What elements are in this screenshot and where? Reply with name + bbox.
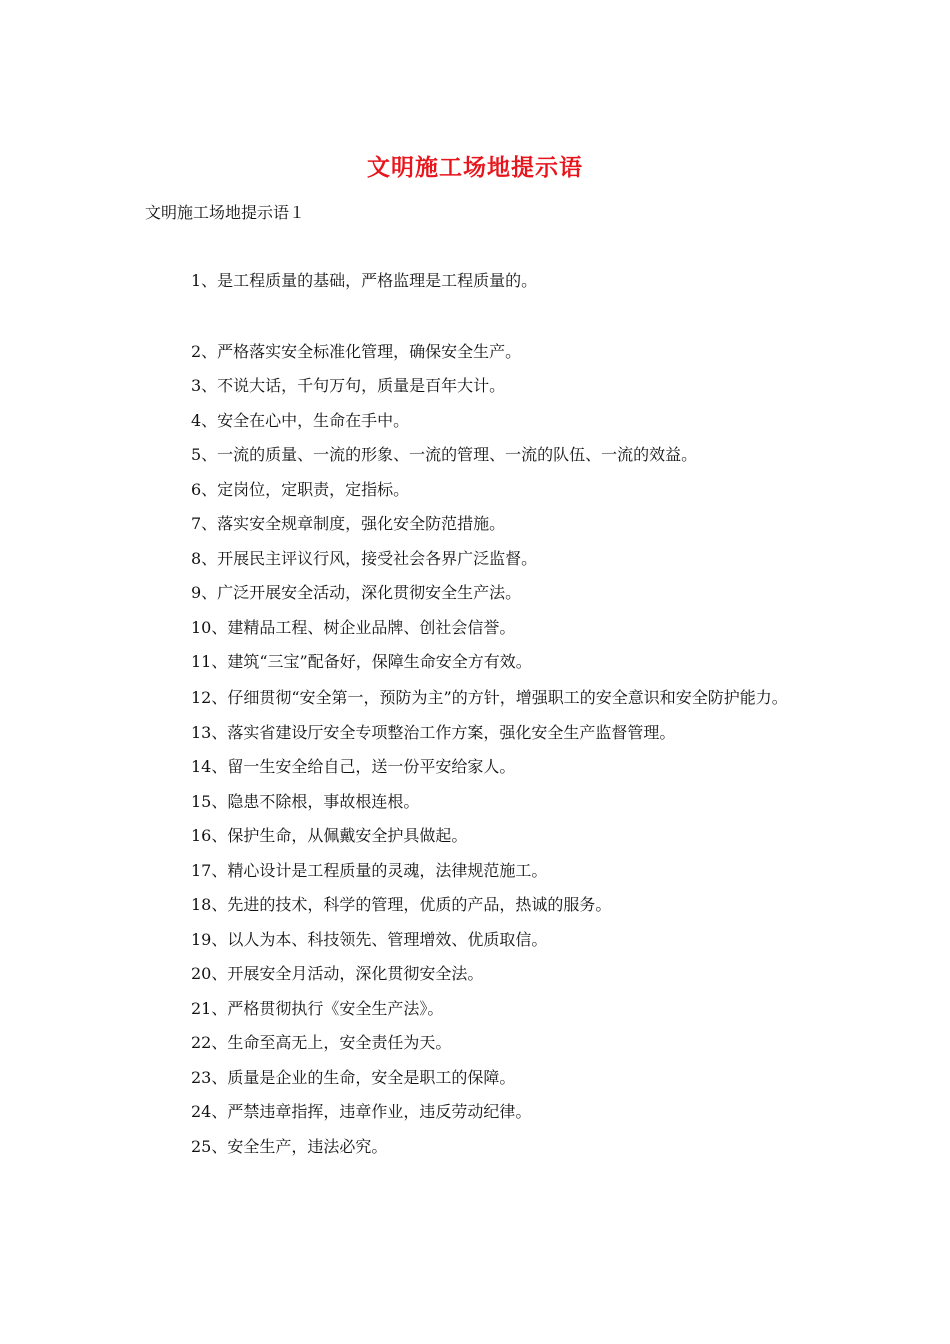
list-item: 1、是工程质量的基础，严格监理是工程质量的。 [191,271,538,290]
list-item: 4、安全在心中，生命在手中。 [191,410,410,430]
document-title: 文明施工场地提示语 [367,154,583,181]
list-item: 8、开展民主评议行风，接受社会各界广泛监督。 [191,548,538,568]
list-item: 24、严禁违章指挥，违章作业，违反劳动纪律。 [191,1102,532,1121]
list-item: 17、精心设计是工程质量的灵魂，法律规范施工。 [191,860,548,880]
list-item: 11、建筑“三宝”配备好，保障生命安全方有效。 [191,652,532,671]
list-item: 19、以人为本、科技领先、管理增效、优质取信。 [191,929,548,949]
list-item: 15、隐患不除根，事故根连根。 [191,791,420,811]
list-item: 21、严格贯彻执行《安全生产法》。 [191,998,444,1018]
list-item: 10、建精品工程、树企业品牌、创社会信誉。 [191,617,516,637]
list-item: 2、严格落实安全标准化管理，确保安全生产。 [191,341,522,361]
list-item: 9、广泛开展安全活动，深化贯彻安全生产法。 [191,583,522,602]
list-item: 5、一流的质量、一流的形象、一流的管理、一流的队伍、一流的效益。 [191,445,698,464]
list-item: 3、不说大话，千句万句，质量是百年大计。 [191,376,506,395]
slogan-list [145,264,810,1164]
list-item: 18、先进的技术，科学的管理，优质的产品，热诚的服务。 [191,895,612,914]
list-item: 13、落实省建设厅安全专项整治工作方案，强化安全生产监督管理。 [191,722,676,742]
list-item: 12、仔细贯彻“安全第一，预防为主”的方针，增强职工的安全意识和安全防护能力。 [191,687,788,707]
list-item: 6、定岗位，定职责，定指标。 [191,479,410,499]
list-item: 22、生命至高无上，安全责任为天。 [191,1033,452,1052]
list-item: 14、留一生安全给自己，送一份平安给家人。 [191,757,516,776]
list-item: 20、开展安全月活动，深化贯彻安全法。 [191,964,484,983]
list-item: 7、落实安全规章制度，强化安全防范措施。 [191,514,506,533]
list-item: 25、安全生产，违法必究。 [191,1136,388,1156]
list-item: 23、质量是企业的生命，安全是职工的保障。 [191,1067,516,1087]
list-item: 16、保护生命，从佩戴安全护具做起。 [191,826,468,845]
document-subtitle: 文明施工场地提示语１ [145,203,306,222]
